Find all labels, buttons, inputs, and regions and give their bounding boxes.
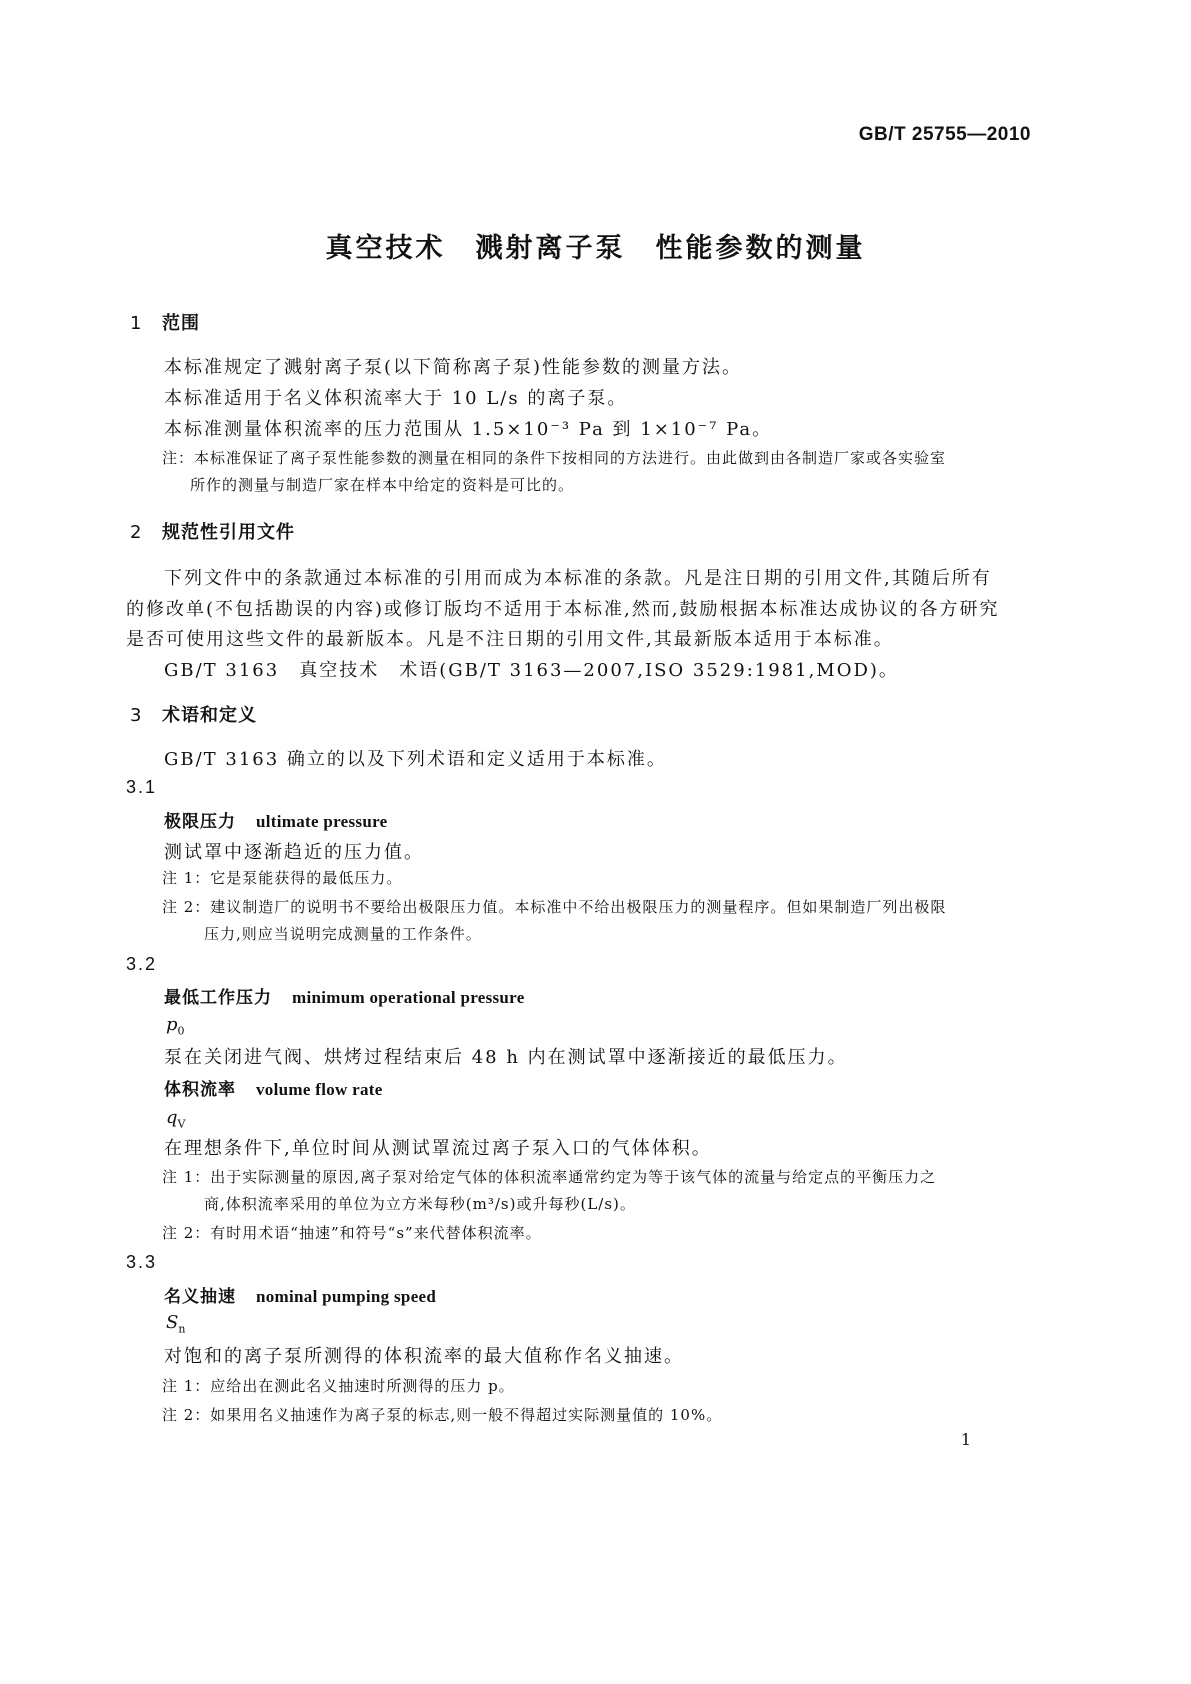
- section-2-line-1: 下列文件中的条款通过本标准的引用而成为本标准的条款。凡是注日期的引用文件,其随后所有: [164, 568, 992, 589]
- clause-3-2-symbol-sub: 0: [177, 1024, 185, 1038]
- clause-3-3-symbol-main: S: [166, 1312, 179, 1333]
- section-2-heading: [130, 518, 295, 544]
- clause-3-2-symbol-main: p: [166, 1014, 178, 1035]
- section-3-title: 术语和定义: [162, 705, 257, 726]
- clause-3-1-term: [164, 807, 388, 832]
- page-number: 1: [960, 1430, 971, 1449]
- clause-3-3-number: 3.3: [126, 1252, 158, 1272]
- clause-3-2-definition-2: 在理想条件下,单位时间从测试罩流过离子泵入口的气体体积。: [164, 1138, 712, 1159]
- section-2-line-2: 的修改单(不包括勘误的内容)或修订版均不适用于本标准,然而,鼓励根据本标准达成协议的各方研究: [126, 599, 1000, 620]
- clause-3-2-term-en: minimum operational pressure: [292, 988, 525, 1007]
- section-2-number: 2: [130, 522, 143, 543]
- section-3-intro: GB/T 3163 确立的以及下列术语和定义适用于本标准。: [164, 749, 667, 770]
- clause-3-2-symbol-2: [166, 1107, 185, 1131]
- section-1-note-line-2: 所作的测量与制造厂家在样本中给定的资料是可比的。: [190, 476, 575, 494]
- section-2-line-3: 是否可使用这些文件的最新版本。凡是不注日期的引用文件,其最新版本适用于本标准。: [126, 629, 894, 650]
- section-2-title: 规范性引用文件: [162, 522, 295, 543]
- clause-3-1-term-en: ultimate pressure: [256, 812, 388, 831]
- clause-3-2-term-2-en: volume flow rate: [256, 1080, 383, 1099]
- clause-3-3-note-2: 注 2：如果用名义抽速作为离子泵的标志,则一般不得超过实际测量值的 10%。: [162, 1406, 723, 1424]
- clause-3-2-term-cn: 最低工作压力: [164, 988, 272, 1008]
- clause-3-3-definition: 对饱和的离子泵所测得的体积流率的最大值称作名义抽速。: [164, 1346, 684, 1367]
- section-1-heading: [130, 309, 200, 335]
- clause-3-2-note-2: 注 2：有时用术语“抽速”和符号“s”来代替体积流率。: [162, 1224, 542, 1242]
- section-1-para-1: 本标准规定了溅射离子泵(以下简称离子泵)性能参数的测量方法。: [164, 357, 743, 378]
- clause-3-3-symbol: [166, 1312, 185, 1336]
- clause-3-2-number: 3.2: [126, 954, 158, 974]
- section-1-number: 1: [130, 313, 143, 334]
- clause-3-3-term-cn: 名义抽速: [164, 1287, 236, 1307]
- clause-3-2-term-2: [164, 1075, 383, 1100]
- clause-3-2-term: [164, 983, 525, 1008]
- clause-3-1-number: 3.1: [126, 777, 158, 797]
- section-3-number: 3: [130, 705, 143, 726]
- section-1-para-2: 本标准适用于名义体积流率大于 10 L/s 的离子泵。: [164, 388, 628, 409]
- section-3-heading: [130, 701, 257, 727]
- section-1-note-line-1: 注：本标准保证了离子泵性能参数的测量在相同的条件下按相同的方法进行。由此做到由各制造厂家或各实验室: [162, 449, 947, 467]
- standard-code: GB/T 25755—2010: [858, 124, 1031, 145]
- clause-3-2-note-1-line-2: 商,体积流率采用的单位为立方米每秒(m³/s)或升每秒(L/s)。: [204, 1195, 636, 1213]
- clause-3-1-note-2-line-1: 注 2：建议制造厂的说明书不要给出极限压力值。本标准中不给出极限压力的测量程序。但如果制造厂列出极限: [162, 898, 947, 916]
- clause-3-1-definition: 测试罩中逐渐趋近的压力值。: [164, 842, 424, 863]
- clause-3-3-term-en: nominal pumping speed: [256, 1287, 437, 1306]
- clause-3-2-definition: 泵在关闭进气阀、烘烤过程结束后 48 h 内在测试罩中逐渐接近的最低压力。: [164, 1047, 848, 1068]
- clause-3-3-note-1: 注 1：应给出在测此名义抽速时所测得的压力 p。: [162, 1377, 515, 1395]
- clause-3-2-term-2-cn: 体积流率: [164, 1080, 236, 1100]
- section-1-title: 范围: [162, 313, 200, 334]
- section-1-para-3: 本标准测量体积流率的压力范围从 1.5×10⁻³ Pa 到 1×10⁻⁷ Pa。: [164, 419, 773, 440]
- clause-3-1-note-1: 注 1：它是泵能获得的最低压力。: [162, 869, 403, 887]
- clause-3-1-note-2-line-2: 压力,则应当说明完成测量的工作条件。: [204, 925, 482, 943]
- clause-3-2-note-1-line-1: 注 1：出于实际测量的原因,离子泵对给定气体的体积流率通常约定为等于该气体的流量与给定点的平衡压力之: [162, 1168, 937, 1186]
- clause-3-3-symbol-sub: n: [178, 1322, 186, 1336]
- clause-3-2-symbol: [166, 1014, 185, 1038]
- clause-3-3-term: [164, 1282, 436, 1307]
- clause-3-2-symbol-2-sub: V: [177, 1117, 186, 1131]
- document-title: 真空技术 溅射离子泵 性能参数的测量: [325, 233, 866, 264]
- normative-reference: GB/T 3163 真空技术 术语(GB/T 3163—2007,ISO 3529:1981,MOD)。: [164, 660, 899, 681]
- clause-3-2-symbol-2-main: q: [166, 1107, 178, 1128]
- clause-3-1-term-cn: 极限压力: [164, 812, 236, 832]
